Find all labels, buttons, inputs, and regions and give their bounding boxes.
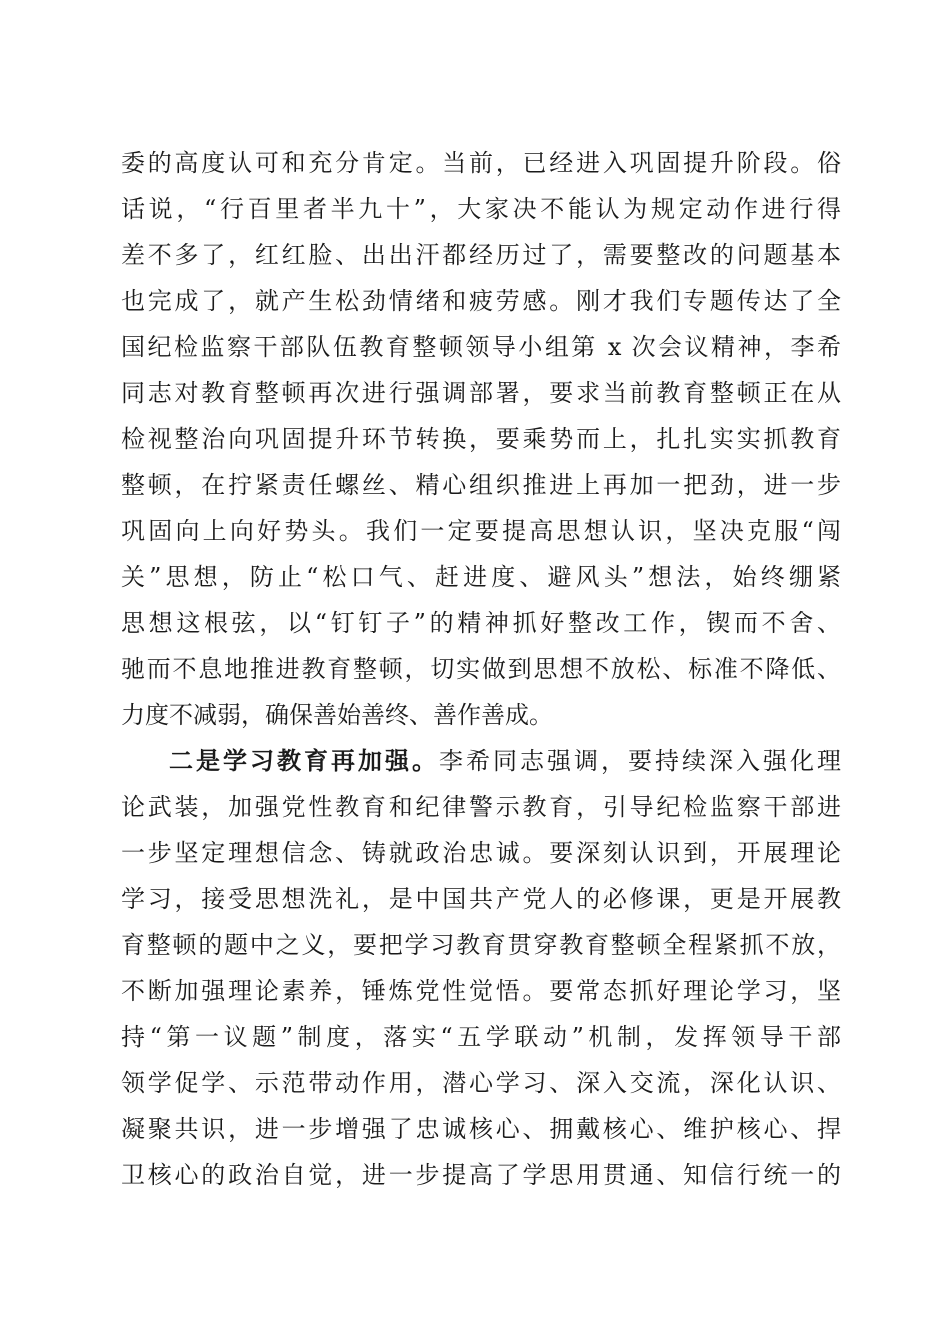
paragraph-1-line: 差不多了，红红脸、出出汗都经历过了，需要整改的问题基本 bbox=[121, 241, 841, 269]
paragraph-2-first-line bbox=[169, 741, 841, 781]
paragraph-1-line: 力度不减弱，确保善始善终、善作善成。 bbox=[121, 701, 553, 729]
paragraph-2-line: 育整顿的题中之义，要把学习教育贯穿教育整顿全程紧抓不放， bbox=[121, 931, 841, 959]
paragraph-2-line: 持“第一议题”制度，落实“五学联动”机制，发挥领导干部 bbox=[121, 1023, 841, 1051]
paragraph-1-line: 同志对教育整顿再次进行强调部署，要求当前教育整顿正在从 bbox=[121, 379, 841, 407]
paragraph-1-line: 思想这根弦，以“钉钉子”的精神抓好整改工作，锲而不舍、 bbox=[121, 609, 841, 637]
paragraph-1-line: 驰而不息地推进教育整顿，切实做到思想不放松、标准不降低、 bbox=[121, 655, 841, 683]
paragraph-2-first-line-text: 李希同志强调，要持续深入强化理 bbox=[439, 747, 841, 775]
paragraph-1-line: 关”思想，防止“松口气、赶进度、避风头”想法，始终绷紧 bbox=[121, 563, 841, 591]
paragraph-2-line: 卫核心的政治自觉，进一步提高了学思用贯通、知信行统一的 bbox=[121, 1161, 841, 1189]
paragraph-1-line: 委的高度认可和充分肯定。当前，已经进入巩固提升阶段。俗 bbox=[121, 149, 841, 177]
paragraph-1-line: 国纪检监察干部队伍教育整顿领导小组第 x 次会议精神，李希 bbox=[121, 333, 841, 361]
paragraph-1-line: 整顿，在拧紧责任螺丝、精心组织推进上再加一把劲，进一步 bbox=[121, 471, 841, 499]
paragraph-1-line: 话说，“行百里者半九十”，大家决不能认为规定动作进行得 bbox=[121, 195, 841, 223]
paragraph-1-line: 巩固向上向好势头。我们一定要提高思想认识，坚决克服“闯 bbox=[121, 517, 841, 545]
paragraph-2-line: 不断加强理论素养，锤炼党性觉悟。要常态抓好理论学习，坚 bbox=[121, 977, 841, 1005]
paragraph-2-line: 学习，接受思想洗礼，是中国共产党人的必修课，更是开展教 bbox=[121, 885, 841, 913]
paragraph-2-line: 领学促学、示范带动作用，潜心学习、深入交流，深化认识、 bbox=[121, 1069, 841, 1097]
paragraph-1-line: 也完成了，就产生松劲情绪和疲劳感。刚才我们专题传达了全 bbox=[121, 287, 841, 315]
paragraph-2-line: 凝聚共识，进一步增强了忠诚核心、拥戴核心、维护核心、捍 bbox=[121, 1115, 841, 1143]
paragraph-1-line: 检视整治向巩固提升环节转换，要乘势而上，扎扎实实抓教育 bbox=[121, 425, 841, 453]
paragraph-2-line: 一步坚定理想信念、铸就政治忠诚。要深刻认识到，开展理论 bbox=[121, 839, 841, 867]
paragraph-2-line: 论武装，加强党性教育和纪律警示教育，引导纪检监察干部进 bbox=[121, 793, 841, 821]
section-heading: 二是学习教育再加强。 bbox=[169, 746, 439, 775]
